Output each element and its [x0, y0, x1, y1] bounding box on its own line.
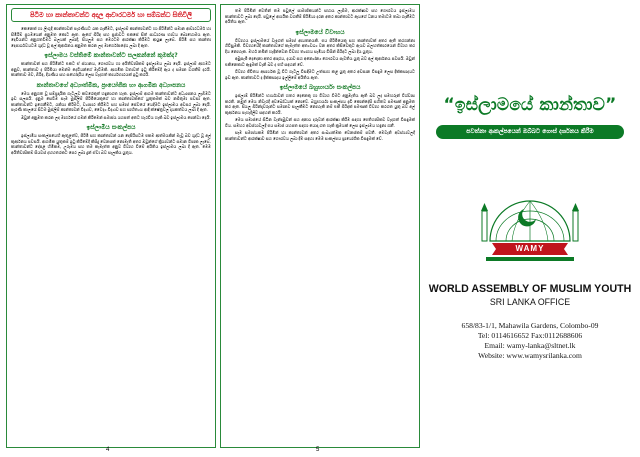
contact-email: Email: wamy-lanka@sltnet.lk [484, 341, 576, 350]
page-4-concept-title: ඉස්ලාමීය සංකල්පය [86, 124, 136, 131]
page-5-border [220, 4, 420, 448]
page-4-education-text-b: ඔවුන් අනුමත කරන ලද මාර්ගයේ ගමන් කිරීමෙන් සමාජය යහපත් අතට හැරවිය හැකි බව ඉස්ලාමය පෙන්වා දෙයි. [21, 114, 211, 120]
page-5-polygamy-text-c: සෑම සමාජයකම පිරිමින් හා කාන්තාවන් අතර සංඛ්‍යාත්මක වෙනස්කම් පවතී. මෙවැනි අවස්ථාවලදී කාන්තාවන්ට ආරක්ෂාව සහ ගෞරවය ලබා දීම සඳහා මෙම සංකල්පය ප්‍රායෝගික විසඳුමක් වේ. [225, 130, 415, 141]
page-4-concept-text: ඉස්ලාමීය සංකල්පයෙහි ඇතුළත්ව, පිරිමි සහ කාන්තාවන් යන දෙපිරිසටම එකම ආත්මයකින් මැවූ බව ශුද්ධ වූ අල් කුර්ආනය පවසයි. ආගමික යුතුකම් ඉටු කිරීමේදී කිසිදු වෙනසක් නොමැති අතර ඔවුන්ගේ ක්‍රියාවන්ට සමාන විපාක ලැබේ. කාන්තාවන්ට දේපළ හිමිකම, උරුමය සහ තම කැමැත්ත අනුව විවාහ වීමේ අයිතිය ඉස්ලාමය ලබා දී ඇත. මෙම අයිතිවාසිකම් සියවස් දහහතරකට පෙර ලබා දුන් ඒවා බව සැලකිය යුතුය. [11, 133, 211, 155]
wamy-logo [476, 191, 584, 273]
page-4-intro: කෙනෙක් හා ලිංගුදී කාන්තාවන් පැරණියට රැක ගැනීමට, ඉස්ලාම් කාන්තාවන්ට හා පිරිමින්ට සමාන ආචාරධර්ම හා සීමිරිම් ප්‍රථමයෙන් අනුමත කොට ඇත. ඇගේ බිරිඳ සහ ප්‍රජාවට එකසේ සිත් සාධාරණ භාවය බොහොමය ඇත. දෙවියන්ට අනුගතවීමට බලයක් ලබාදී, සියලුම සහ මෙරටම ආරක්ෂා කිරීමට ආයුෂ ලැබේ. පිරිමි සහ කාන්තා දෙපාර්ශවයටම ශුද්ධ වූ අල් කුර්ආනය අනුමත කරන ලද මාර්ගෝපදේශ ලබා දී ඇත. [11, 26, 211, 48]
cover-title: “ඉස්ලාමයේ කාන්තාව” [443, 95, 617, 115]
page-5-marriage-text-c: විවාහ ජීවිතය අසාර්ථක වූ විට ගැටලු විසඳීමට උත්සාහ කළ යුතු අතර අවසාන විසඳුම ලෙස දික්කසාදයට ඉඩ ඇත. කාන්තාවට ද දික්කසාදය ඉල්ලීමේ අයිතිය ඇත. [225, 69, 415, 80]
contact-phone-fax: Tel: 0114616652 Fax:0112688606 [477, 331, 583, 340]
wamy-logo-icon [476, 191, 584, 273]
organization-office: SRI LANKA OFFICE [489, 297, 571, 307]
page-4-question-text: කාන්තාවන් සහ පිරිමින්ට එකට ඒ ස්ථානය, ගෞරවය හා අයිතිවාසිකම් ඉස්ලාමය ලබා දෙයි. ඉස්ලාම් ආගමට අනුව, කාන්තාව ද පිරිමියා මෙන්ම දෙවියන්ගේ මැවීමකි. ආගමික වතාවත් ඉටු කිරීමේදී ඇය ද සමාන වගකීම් දරයි. කාන්තාව මව, බිරිඳ, දියණිය සහ සහෝදරිය ලෙස වැදගත් කාර්යභාරයක් ඉටු කරයි. [11, 61, 211, 77]
page-5-marriage-title: ඉස්ලාමයේ විවාහය [295, 28, 345, 36]
page-number-4: 4 [106, 447, 110, 453]
page-4-education-title: කාන්තාවගේ අධ්‍යාත්මික, ප්‍රායෝගික හා ආගමික අධ්‍යාපනය [36, 81, 186, 89]
page-4-education-text: මෙය අනුගත වූ සම්ප්‍රදායික ගැටලුව කවරෙකුත් හඳුනාගත හැක. ඉස්ලාම් ආගම කාන්තාවන්ට අධ්‍යාපනය ලැබීමට ඉඩ සලසයි. දැනුම සෙවීම සෑම මුස්ලිම් පිරිමියෙකුගේ හා කාන්තාවකගේ යුතුකමක් බව නබිතුමා පවසා ඇත. කාන්තාවන්ට ඉගෙනීමට, රැකියා කිරීමට, ව්‍යාපාර කිරීමට සහ සමාජ සේවයේ යෙදීමට ඉස්ලාමය අවසර ලබා දෙයි. පැරණි කාලයේ සිටම මුස්ලිම් කාන්තාවන් විද්‍යාව, වෛද්‍ය විද්‍යාව සහ සාහිත්‍යය ආදී ක්ෂේත්‍රවල දායකත්වය ලබා දී ඇත. [11, 90, 211, 112]
contact-block [426, 321, 634, 361]
page-4-header-title: පිටිම හා කාන්තාවන්ට අදාල ආචාරධර්ම හා සම්බන්ධ සිතිවිලි [30, 11, 192, 19]
page-4-header-box [11, 8, 211, 22]
page-number-5: 5 [316, 447, 320, 453]
organization-name: WORLD ASSEMBLY OF MUSLIM YOUTH [428, 283, 632, 295]
page-5-polygamy-title: ඉස්ලාමයේ බහුභාර්යා සංකල්පය [279, 84, 361, 91]
contact-address: 658/83-1/1, Mahawila Gardens, Colombo-09 [461, 321, 599, 330]
page-5-panel [220, 4, 420, 453]
page-4-border [6, 4, 216, 448]
contact-website: Website: www.wamysrilanka.com [478, 351, 582, 360]
cover-panel [426, 4, 634, 444]
wamy-logo-text: WAMY [515, 244, 545, 253]
page-4-panel [6, 4, 216, 453]
page-5-intro: තම පිරිමින් වෙතින් තම පවුලේ සාමාජිකයන්ට සහාය ලැබීම, ආරක්ෂාව සහ ගෞරවය ඉස්ලාමය කාන්තාවට ලබා දෙයි. පවුලේ ආර්ථික වගකීම් පිරිමියා දරන අතර කාන්තාවට ඇයගේ ධනය තමාටම තබා ගැනීමට අයිතිය ඇත. [225, 8, 415, 24]
organization-block [426, 283, 634, 308]
cover-tagline: පවත්නා ආකල්පයෙන් ඔබ්බට ගොස් දර්ශනය කිරීම [436, 125, 624, 139]
page-5-polygamy-text: ඉස්ලාම් පිරිමින්ට භාර්යාවන් හතර දෙනෙකු හා විවාහ වීමට අනුමැතිය ඇති බව ලද සමහරුන් විශ්වාස කරති. නමුත් මෙය නිවැරදි අවබෝධයක් නොවේ. බහුභාර්යා සංකල්පය දැඩි කොන්දේසි සහිතව පමණක් අනුමත කර ඇත. සියලු බිරින්දෑවරුන්ට සමානව සැලකීමට නොහැකි නම් එක් බිරිඳක් පමණක් විවාහ කරගත යුතු බව අල් කුර්ආනය පැහැදිලිව සඳහන් කරයි. [225, 93, 415, 115]
page-5-marriage-text: විවාහය ඉස්ලාමයේ වැදගත් සමාජ ආයතනයකි. එය පිරිමියෙකු සහ කාන්තාවක් අතර ඇති කරගන්නා ගිවිසුමකි. විවාහයේදී කාන්තාවගේ කැමැත්ත අත්‍යවශ්‍ය වන අතර කිසිවෙකුට ඇයව බලහත්කාරයෙන් විවාහ කර දිය නොහැක. මහර් නමින් හැඳින්වෙන විවාහ ත්‍යාගය සැමියා විසින් බිරිඳට ලබා දිය යුතුය. [225, 37, 415, 54]
page-4-question-title: ඉස්ලාමය වස්තිමේ කාන්තාවන්ට සලකන්නේ කුමක්ද? [44, 52, 178, 59]
page-5-marriage-text-b: අඹුසැමි දෙදෙනා අතර ආදරය, දයාව සහ අන්‍යෝන්‍ය ගෞරවය පැවතිය යුතු බව අල් කුර්ආනය පවසයි. ඔවුන් එකිනෙකාට ඇඳුමක් වැනි බව ද එහි සඳහන් වේ. [225, 56, 416, 67]
page-5-polygamy-text-b: මෙය සමාජයේ සිටින වැන්දඹුවන් සහ අනාථ දරුවන් ආරක්ෂා කිරීම සඳහා ඓතිහාසිකව වැදගත් විසඳුමක් විය. සමහර අවස්ථාවලදී එය සමාජ යහපත සඳහා යොදා ගත හැකි ක්‍රමයක් ලෙස ඉස්ලාමය හඳුනා ගනී. [225, 117, 415, 128]
